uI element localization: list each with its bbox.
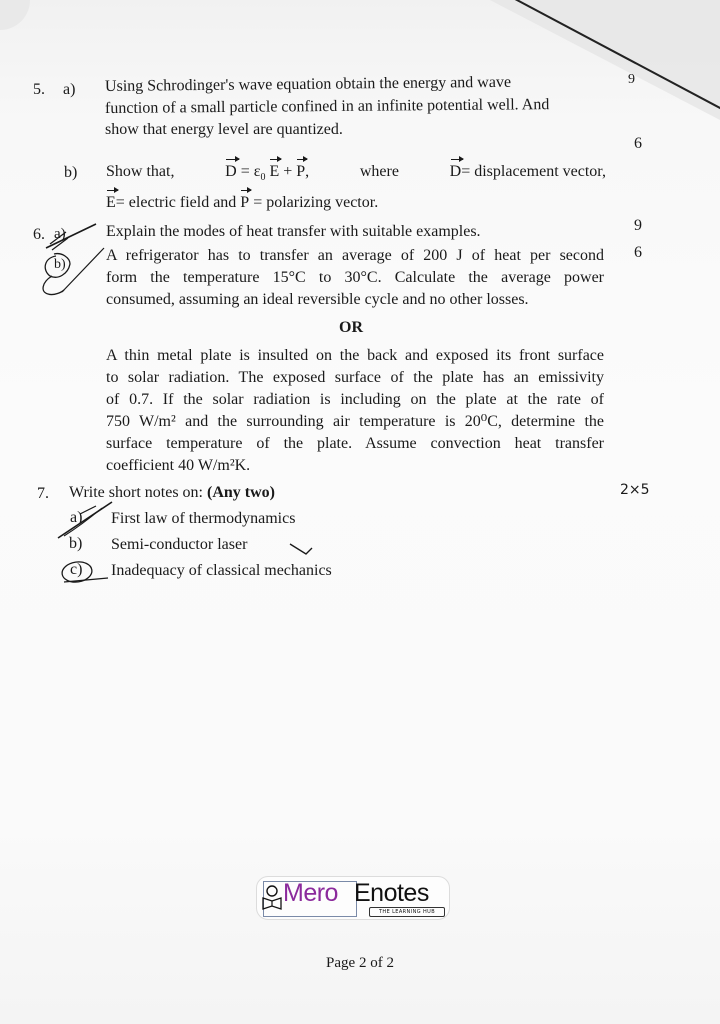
text: Show that, [106,163,175,180]
question-text-line: Explain the modes of heat transfer with suitable examples. [106,223,481,240]
question-text-line: Using Schrodinger's wave equation obtain the energy and wave [104,73,512,95]
svg-text:a): a) [54,226,66,242]
marks: 9 [634,217,642,234]
logo-text-enotes: Enotes [354,879,429,907]
page-number: Page 2 of 2 [326,955,394,971]
logo-tagline: THE LEARNING HUB [369,907,445,917]
question-number: 6. [33,226,45,243]
vector-E: E [106,194,116,211]
question-text-line: surface temperature of the plate. Assume convection heat transfer [106,435,604,452]
question-text-line: to solar radiation. The exposed surface of the plate has an emissivity [106,369,604,386]
question-text-line: coefficient 40 W/m²K. [106,457,251,474]
svg-text:b): b) [54,257,66,272]
or-separator: OR [339,319,363,336]
question-text-line: function of a small particle confined in an infinite potential well. And [104,96,550,117]
item-label: a) [70,509,83,526]
logo-text-mero: Mero [283,879,338,907]
epsilon: ε [253,163,261,180]
vector-D: D [449,163,462,180]
marks: 6 [634,244,642,261]
marks: 6 [634,135,642,152]
reading-person-icon [262,884,282,910]
part-label: b) [64,164,78,181]
page-corner-shadow [0,0,30,30]
short-note-item: Semi-conductor laser [111,536,248,553]
vector-D: D [225,163,237,180]
question-number: 5. [33,81,45,98]
equals: = [240,163,250,180]
marks: 2×5 [620,482,650,498]
emphasis: (Any two) [207,484,275,501]
text: = electric field and [115,194,237,211]
vector-E: E [269,163,280,180]
question-text-line: 750 W/m² and the surrounding air temperature is 20⁰C, determine the [106,413,604,430]
question-text-line: of 0.7. If the solar radiation is including on the plate at the rate of [106,391,604,408]
short-note-item: First law of thermodynamics [111,510,296,527]
vector-P: P [296,163,306,180]
equation-line [106,193,378,212]
item-label: b) [69,535,83,552]
text: where [359,163,399,180]
equation [225,162,309,187]
question-text-line: consumed, assuming an ideal reversible cycle and no other losses. [106,291,529,308]
marks: 9 [628,72,635,87]
vector-P: P [240,194,250,211]
item-label: c) [70,561,83,578]
question-text-line: A refrigerator has to transfer an average of 200 J of heat per second [106,247,604,264]
merenotes-logo [256,876,450,920]
question-text-line: form the temperature 15°C to 30°C. Calculate the average power [106,269,604,286]
question-title [69,483,275,502]
question-text-line: A thin metal plate is insulted on the back and exposed its front surface [106,347,604,364]
plus: + [283,163,293,180]
short-note-item: Inadequacy of classical mechanics [111,562,332,579]
question-text-line: show that energy level are quantized. [105,121,343,138]
text: = polarizing vector. [253,194,379,211]
text: = displacement vector, [461,163,606,180]
text: Write short notes on: [69,484,207,501]
question-number: 7. [37,485,49,502]
definition [450,162,606,181]
subscript: 0 [260,172,266,184]
comma: , [305,163,310,180]
part-label: a) [63,81,76,98]
equation-line [106,162,606,187]
